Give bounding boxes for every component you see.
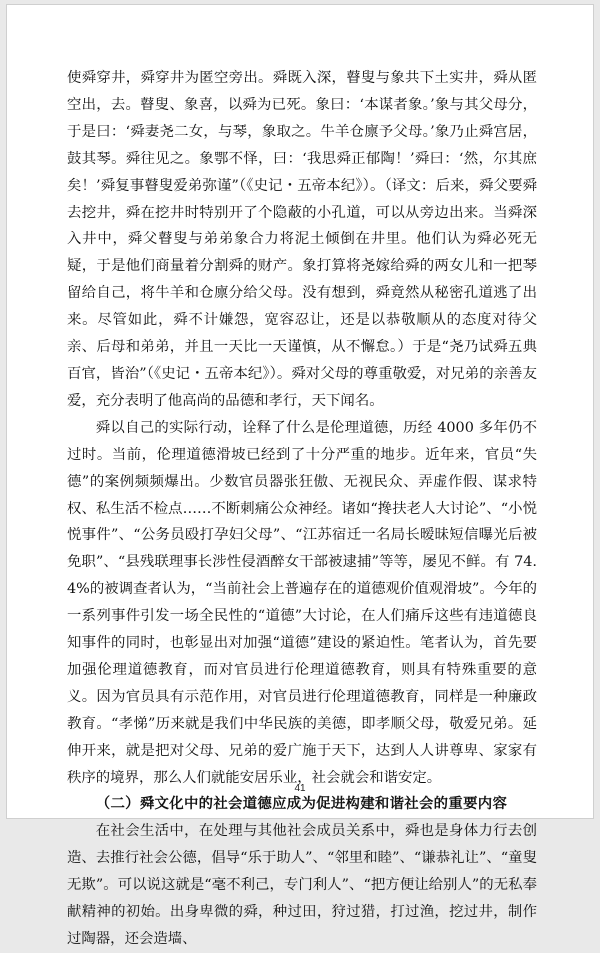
page-body bbox=[67, 65, 537, 953]
section-heading: （二）舜文化中的社会道德应成为促进构建和谐社会的重要内容 bbox=[95, 795, 508, 813]
document-page bbox=[6, 4, 594, 947]
paragraph-ethics-discussion: 舜以自己的实际行动，诠释了什么是伦理道德，历经 4000 多年仍不过时。当前，伦理道德滑坡已经到了十分严重的地步。近年来，官员“失德”的案例频频爆出。少数官员器张狂傲、无视民众、弄虚作假、谋求特权、私生活不检点……不断刺痛公众神经。诸如“搀扶老人大讨论”、“小悦悦事件”、“公务员殴打孕妇父母”、“江苏宿迁一名局长暧昧短信曝光后被免职”、“县残联理事长涉性侵酒醉女干部被逮捕”等等，屡见不鲜。有 74.4%的被调查者认为，“当前社会上普遍存在的道德观价值观滑坡”。今年的一系列事件引发一场全民性的“道德”大讨论，在人们痛斥这些有违道德良知事件的同时，也彰显出对加强“道德”建设的紧迫性。笔者认为，首先要加强伦理道德教育，而对官员进行伦理道德教育，则具有特殊重要的意义。因为官员具有示范作用，对官员进行伦理道德教育，同样是一种廉政教育。“孝悌”历来就是我们中华民族的美德，即孝顺父母，敬爱兄弟。延伸开来，就是把对父母、兄弟的爱广施于天下，达到人人讲尊卑、家家有秩序的境界，那么人们就能安居乐业，社会就会和谐安定。 bbox=[67, 419, 537, 786]
page-number: 41 bbox=[294, 783, 306, 794]
paragraph-social-morality: 在社会生活中，在处理与其他社会成员关系中，舜也是身体力行去创造、去推行社会公德，倡导“乐于助人”、“邻里和睦”、“谦恭礼让”、“童叟无欺”。可以说这就是“毫不利己，专门利人”、“把方便让给别人”的无私奉献精神的初始。出身卑微的舜，种过田，狩过猎，打过渔，挖过井，制作过陶器，还会造墙、 bbox=[67, 823, 537, 947]
paragraph-story-continuation: 使舜穿井，舜穿井为匿空旁出。舜既入深，瞽叟与象共下土实井，舜从匿空出，去。瞽叟、象喜，以舜为已死。象曰：‘本谋者象。’象与其父母分，于是曰：‘舜妻尧二女，与琴，象取之。牛羊仓廪予父母。’象乃止舜宫居，鼓其琴。舜往见之。象鄂不怿，曰：‘我思舜正郁陶！’舜曰：‘然，尔其庶矣！’舜复事瞽叟爱弟弥谨”（《史记・五帝本纪》）。（译文：后来，舜父要舜去挖井，舜在挖井时特别开了个隐蔽的小孔道，可以从旁边出来。当舜深入井中，舜父瞽叟与弟弟象合力将泥土倾倒在井里。他们认为舜必死无疑，于是他们商量着分割舜的财产。象打算将尧嫁给舜的两女儿和一把琴留给自己，将牛羊和仓廪分给父母。没有想到，舜竟然从秘密孔道逃了出来。尽管如此，舜不计嫌怨，宽容忍让，还是以恭敬顺从的态度对待父亲、后母和弟弟，并且一天比一天谨慎，从不懈怠。）于是“尧乃试舜五典百官，皆治”（《史记・五帝本纪》）。舜对父母的尊重敬爱，对兄弟的亲善友爱，充分表明了他高尚的品德和孝行，天下闻名。 bbox=[67, 70, 537, 409]
